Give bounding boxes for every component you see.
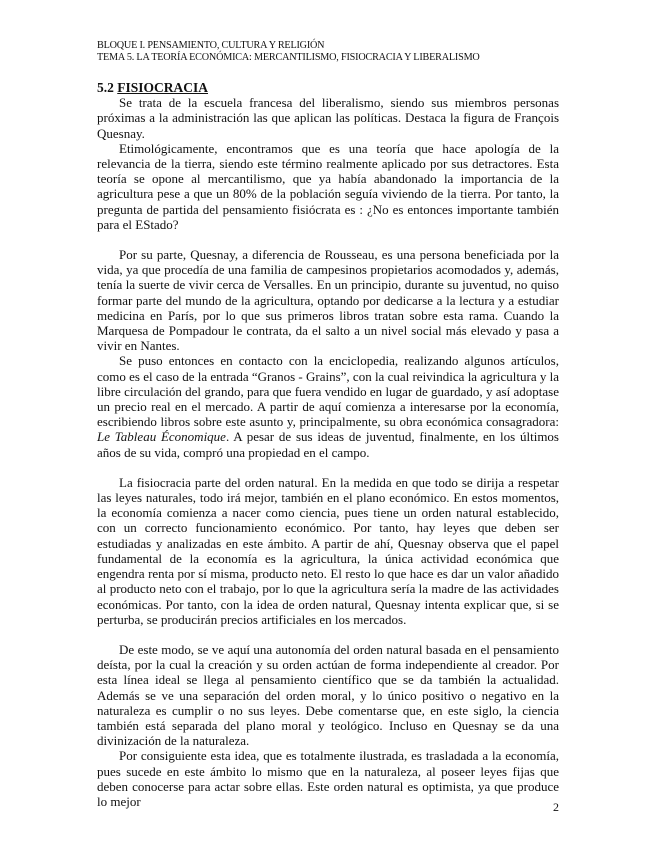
paragraph-encyclopedia [97, 353, 559, 459]
page-number: 2 [553, 800, 559, 814]
running-header [97, 40, 567, 63]
document-body [97, 80, 559, 809]
header-line-bloque: BLOQUE I. PENSAMIENTO, CULTURA Y RELIGIÓN [97, 40, 325, 51]
book-title: Le Tableau Économique [97, 429, 226, 445]
header-line-tema: TEMA 5. LA TEORÍA ECONÓMICA: MERCANTILISMO, FISIOCRACIA Y LIBERALISMO [97, 51, 480, 63]
paragraph-deism: De este modo, se ve aquí una autonomía del orden natural basada en el pensamiento deísta, por la cual la creación y su orden actúan de forma independiente al creador. Por esta línea ideal se llega al pensamiento científico que se da también la actualidad. Además se ve una separación del orden moral, y lo único positivo o negativo en la naturaleza es cumplir o no sus leyes. Debe comentarse que, en este siglo, la ciencia también está separada del plano moral y teológico. Incluso en Quesnay se da una divinización de la naturaleza. [97, 641, 559, 749]
section-heading [97, 80, 559, 95]
paragraph-economy: Por consiguiente esta idea, que es totalmente ilustrada, es trasladada a la economía, pues sucede en este ámbito lo mismo que en la naturaleza, al poseer leyes fijas que deben conocerse para actar sobre ellas. Este orden natural es optimista, ya que produce lo mejor [97, 748, 559, 809]
paragraph-quesnay-life: Por su parte, Quesnay, a diferencia de Rousseau, es una persona beneficiada por la vida, ya que procedía de una familia de campesinos propietarios acomodados y, además, tenía la suerte de vivir cerca de Versalles. En un principio, durante su juventud, no quiso formar parte del mundo de la agricultura, optando por dedicarse a la lectura y a estudiar medicina en París, por lo que sus primeros libros tratan sobre esta rama. Cuando la Marquesa de Pompadour le contrata, da el salto a un nivel social más elevado y pasa a vivir en Nantes. [97, 247, 559, 354]
encyclopedia-text-before: Se puso entonces en contacto con la enciclopedia, realizando algunos artículos, como es el caso de la entrada “Granos - Grains”, con la cual reivindica la agricultura y la libre circulación del grando, para que fuera vendido en lugar de guardado, y así adoptase un precio real en el mercado. A partir de aquí comienza a interesarse por la economía, escribiendo libros sobre este asunto y, principalmente, su obra económica consagradora: [97, 353, 560, 430]
paragraph-natural-order: La fisiocracia parte del orden natural. En la medida en que todo se dirija a respetar las leyes naturales, todo irá mejor, también en el plano económico. En estos momentos, la economía comienza a nacer como ciencia, pues tiene un orden natural establecido, con un correcto funcionamiento económico. Por tanto, hay leyes que deben ser estudiadas y analizadas en este ámbito. A partir de ahí, Quesnay observa que el papel fundamental de la economía es la agricultura, la única actividad económica que engendra renta por sí misma, producto neto. El resto lo que hace es dar un valor añadido al producto neto con el trabajo, por lo que la agricultura sería la madre de las actividades económicas. Por tanto, con la idea de orden natural, Quesnay intenta explicar que, si se perturba, se producirán precios artificiales en los mercados. [97, 474, 559, 627]
paragraph-intro: Se trata de la escuela francesa del liberalismo, siendo sus miembros personas próximas a la administración las que aplican las políticas. Destaca la figura de François Quesnay. [97, 95, 559, 141]
encyclopedia-text-after: . A pesar de sus ideas de juventud, finalmente, en los últimos años de su vida, compró una propiedad en el campo. [97, 429, 559, 460]
section-title: FISIOCRACIA [117, 80, 209, 95]
section-number: 5.2 [97, 80, 114, 95]
paragraph-etymology: Etimológicamente, encontramos que es una teoría que hace apología de la relevancia de la tierra, siendo este término realmente aplicado por sus detractores. Esta teoría se opone al mercantilismo, que ya había abandonado la importancia de la agricultura pese a que un 80% de la población seguía viviendo de la tierra. Por tanto, la pregunta de partida del pensamiento fisiócrata es : ¿No es entonces importante también para el EStado? [97, 140, 559, 232]
